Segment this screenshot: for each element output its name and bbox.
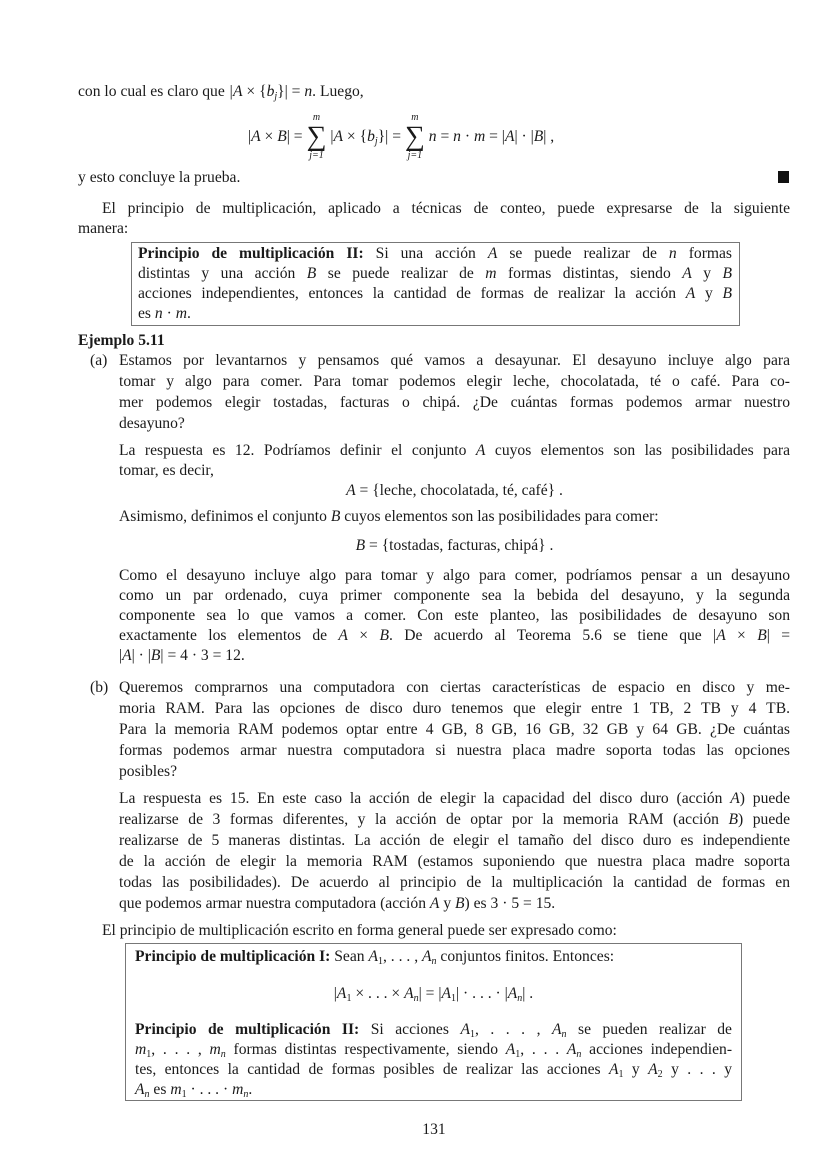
part-a-q4: desayuno? xyxy=(119,415,185,432)
part-a-q1: Estamos por levantarnos y pensamos qué vamos a desayunar. El desayuno incluye algo para xyxy=(119,352,790,369)
intro-line-2: manera: xyxy=(78,220,129,237)
part-b-ans6: que podemos armar nuestra computadora (acción A y B) es 3 · 5 = 15. xyxy=(119,895,556,912)
part-a-label: (a) xyxy=(90,352,108,369)
part-b-ans2: realizarse de 3 formas diferentes, y la acción de optar por la memoria RAM (acción B) puede xyxy=(119,811,790,828)
set-b-equation: B = {tostadas, facturas, chipá} . xyxy=(355,537,554,554)
part-a-ans1: La respuesta es 12. Podríamos definir el conjunto A cuyos elementos son las posibilidades para xyxy=(119,442,791,459)
box1-line-3: acciones independientes, entonces la cantidad de formas de realizar la acción A y B xyxy=(138,285,733,302)
part-b-ans5: todas las posibilidades). De acuerdo al principio de la multiplicación la cantidad de formas en xyxy=(119,874,790,891)
proof-line: con lo cual es claro que $|A \times \{b_j\}| = n$. Luego, xyxy=(78,83,364,102)
part-b-q4: formas podemos armar nuestra computadora si nuestra placa madre soporta todas las opciones xyxy=(119,742,790,759)
box2-line-4: $m_1$, . . . , $m_n$ formas distintas respectivamente, siendo $A_1$, . . . $A_n$ acciones independien- xyxy=(135,1041,733,1060)
part-a-exp5: |A| · |B| = 4 · 3 = 12. xyxy=(119,647,245,664)
part-a-exp3: componente sea lo que vamos a comer. Con este planteo, las posibilidades de desayuno son xyxy=(119,607,790,624)
set-b-intro: Asimismo, definimos el conjunto B cuyos elementos son las posibilidades para comer: xyxy=(119,508,659,525)
box1-line-2: distintas y una acción B se puede realizar de m formas distintas, siendo A y B xyxy=(138,265,732,282)
box2-line-3: Principio de multiplicación II: Si acciones $A_1$, . . . , $A_n$ se pueden realizar de xyxy=(135,1021,732,1040)
proof-tail: . Luego, xyxy=(312,83,364,100)
intro-line-1: El principio de multiplicación, aplicado a técnicas de conteo, puede expresarse de la siguiente xyxy=(102,200,790,217)
box2-line-1: Principio de multiplicación I: Sean $A_1$, . . . , $A_n$ conjuntos finitos. Entonces: xyxy=(135,948,615,967)
part-b-q5: posibles? xyxy=(119,763,178,780)
example-heading: Ejemplo 5.11 xyxy=(78,332,165,349)
summation: m ∑ j=1 xyxy=(404,112,425,162)
box1-title: Principio de multiplicación II: xyxy=(138,245,364,262)
display-equation: |A × B| = m ∑ j=1 $|A \times \{b_j\}|$ = m ∑ j=1 n = n · m = |A| · |B| , xyxy=(248,112,555,162)
part-a-exp4: exactamente los elementos de A × B. De acuerdo al Teorema 5.6 se tiene que |A × B| = xyxy=(119,627,790,644)
principle-box-1 xyxy=(131,242,740,326)
part-a-exp1: Como el desayuno incluye algo para tomar y algo para comer, podríamos pensar a un desayuno xyxy=(119,567,790,584)
box2-formula: $|A_1$ × . . . × $A_n| = |A_1|$ · . . . · $|A_n|$ . xyxy=(333,985,534,1004)
part-b-ans3: realizarse de 5 maneras distintas. La acción de elegir el tamaño del disco duro es independiente xyxy=(119,832,790,849)
part-a-exp2: como un par ordenado, cuya primer componente sea la bebida del desayuno, y la segunda xyxy=(119,587,790,604)
part-a-ans2: tomar, es decir, xyxy=(119,462,214,479)
proof-conclusion: y esto concluye la prueba. xyxy=(78,169,241,186)
part-b-q3: Para la memoria RAM podemos optar entre 4 GB, 8 GB, 16 GB, 32 GB y 64 GB. ¿De cuántas xyxy=(119,721,790,738)
box2-title-2: Principio de multiplicación II: xyxy=(135,1021,360,1038)
part-b-q2: moria RAM. Para las opciones de disco duro tenemos que elegir entre 1 TB, 2 TB y 4 TB. xyxy=(119,700,790,717)
proof-text: con lo cual es claro que xyxy=(78,83,225,100)
part-b-q1: Queremos comprarnos una computadora con ciertas características de espacio en disco y me- xyxy=(119,679,790,696)
principle-box-2 xyxy=(125,943,742,1101)
qed-square-icon xyxy=(778,171,789,183)
box1-line-4: es n · m. xyxy=(138,305,191,322)
part-b-ans1: La respuesta es 15. En este caso la acción de elegir la capacidad del disco duro (acción A) puede xyxy=(119,790,791,807)
part-b-ans4: de la acción de elegir la memoria RAM (estamos suponiendo que nuestra placa madre soporta xyxy=(119,853,790,870)
box2-line-6: $A_n$ es $m_1$ · . . . · $m_n$. xyxy=(135,1081,253,1100)
set-a-equation: A = {leche, chocolatada, té, café} . xyxy=(346,482,563,499)
summation: m ∑ j=1 xyxy=(306,112,327,162)
box1-line-1: Principio de multiplicación II: Si una acción A se puede realizar de n formas xyxy=(138,245,732,262)
part-a-q3: mer podemos elegir tostadas, facturas o chipá. ¿De cuántas formas podemos armar nuestro xyxy=(119,394,790,411)
box2-line-5: tes, entonces la cantidad de formas posibles de realizar las acciones $A_1$ y $A_2$ y . . . y xyxy=(135,1061,733,1080)
page-number: 131 xyxy=(422,1121,446,1138)
box2-title-1: Principio de multiplicación I: xyxy=(135,948,331,965)
general-intro: El principio de multiplicación escrito en forma general puede ser expresado como: xyxy=(102,922,617,939)
part-a-q2: tomar y algo para comer. Para tomar podemos elegir leche, chocolatada, té o café. Para co- xyxy=(119,373,790,390)
part-b-label: (b) xyxy=(90,679,109,696)
